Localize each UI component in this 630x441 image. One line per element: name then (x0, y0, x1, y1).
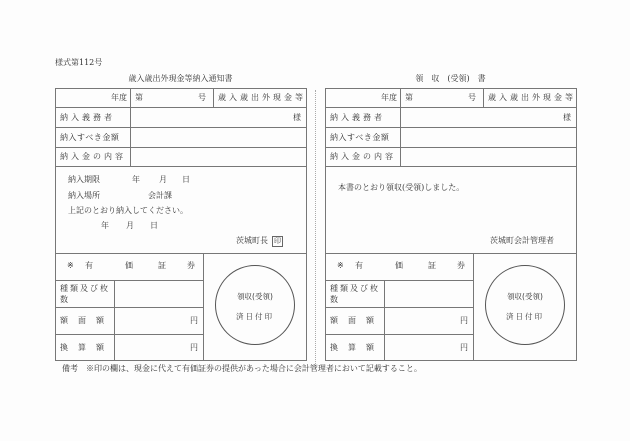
receipt-face-value-label: 額面額 (330, 316, 384, 325)
payment-notice-title: 歳入歳出外現金等納入通知書 (128, 74, 233, 83)
number-suffix: 号 (198, 93, 206, 102)
receipt-payer-honorific: 様 (563, 113, 571, 122)
payment-content-label: 納入金の内容 (60, 152, 126, 161)
receipt-fiscal-year-label: 年度 (381, 93, 397, 102)
receipt-date-stamp-circle (215, 265, 295, 345)
accounting-manager-signer: 茨城町会計管理者 (490, 236, 554, 245)
receipt-statement: 本書のとおり領収(受領)しました。 (338, 183, 465, 192)
receipt-payer-label: 納入義務者 (330, 113, 385, 122)
payer-label: 納入義務者 (60, 113, 115, 122)
receipt-number-prefix: 第 (405, 93, 413, 102)
issue-year: 年 (101, 221, 109, 230)
converted-amount-unit: 円 (190, 343, 198, 352)
amount-due-label: 納入すべき金額 (60, 133, 120, 142)
fiscal-year-label: 年度 (111, 93, 127, 102)
receipt-converted-amount-label: 換算額 (330, 343, 384, 352)
place-value: 会計課 (148, 191, 172, 200)
signer-name: 茨城町長 (236, 236, 268, 245)
payment-content-field[interactable] (133, 147, 303, 165)
stamp-line-2: 済日付印 (236, 312, 274, 321)
amount-due-field[interactable] (133, 128, 303, 146)
payer-honorific: 様 (293, 113, 301, 122)
receipt-payment-content-field[interactable] (403, 147, 573, 165)
receipt-category-label: 歳入歳出外現金等 (488, 93, 576, 102)
securities-type-count-label: 種類及び枚数 (60, 284, 110, 304)
instruction-text: 上記のとおり納入してください。 (68, 206, 188, 215)
receipt-converted-amount-unit: 円 (460, 343, 468, 352)
form-number: 様式第112号 (55, 58, 103, 67)
receipt-securities-type-count-field[interactable] (386, 283, 471, 305)
deadline-label: 納入期限 (68, 175, 100, 184)
issue-day: 日 (150, 221, 158, 230)
receipt-face-value-unit: 円 (460, 316, 468, 325)
receipt-title: 領 収 (受領) 書 (415, 74, 486, 83)
receipt-number-suffix: 号 (468, 93, 476, 102)
receipt-stamp-line-2: 済日付印 (506, 312, 544, 321)
mayor-signer (236, 235, 283, 247)
deadline-year: 年 (132, 175, 140, 184)
deadline-day: 日 (182, 175, 190, 184)
perforation-divider (315, 90, 316, 368)
converted-amount-label: 換算額 (60, 343, 114, 352)
deadline-month: 月 (159, 175, 167, 184)
number-prefix: 第 (135, 93, 143, 102)
receipt-securities-type-count-label: 種類及び枚数 (330, 284, 380, 304)
issue-month: 月 (126, 221, 134, 230)
receipt-stamp-line-1: 領収(受領) (507, 292, 543, 301)
receipt-stamp-circle (485, 265, 565, 345)
face-value-unit: 円 (190, 316, 198, 325)
payer-field[interactable] (133, 108, 288, 126)
seal-icon: 印 (274, 237, 281, 245)
receipt-amount-due-field[interactable] (403, 128, 573, 146)
receipt-payment-content-label: 納入金の内容 (330, 152, 396, 161)
stamp-line-1: 領収(受領) (237, 292, 273, 301)
place-label: 納入場所 (68, 191, 100, 200)
footnote: 備考 ※印の欄は、現金に代えて有価証券の提供があった場合に会計管理者において記載すること。 (62, 364, 422, 373)
receipt-payer-field[interactable] (403, 108, 558, 126)
category-label: 歳入歳出外現金等 (218, 93, 306, 102)
securities-type-count-field[interactable] (116, 283, 201, 305)
face-value-label: 額面額 (60, 316, 114, 325)
receipt-amount-due-label: 納入すべき金額 (330, 133, 390, 142)
